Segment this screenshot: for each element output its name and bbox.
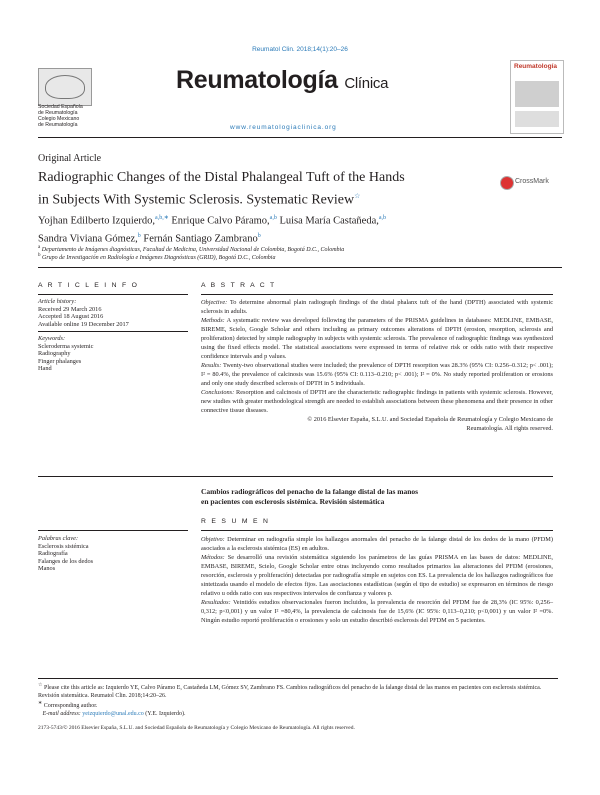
- header-divider: [38, 137, 562, 138]
- author-affil-mark[interactable]: a,b,∗: [155, 215, 169, 221]
- article-title: [38, 169, 478, 210]
- footnote-mark: ∗: [38, 701, 43, 706]
- corresponding-author-note: Corresponding author.: [43, 703, 98, 709]
- footnote-mark: ☆: [38, 683, 43, 688]
- article-info-rule: [38, 331, 188, 332]
- palabras-rule: [38, 530, 188, 531]
- author-name: Yojhan Edilberto Izquierdo,: [38, 215, 156, 227]
- title-line: Radiographic Changes of the Distal Phalangeal Tuft of the Hands: [38, 170, 405, 185]
- section-divider: [38, 267, 562, 268]
- spanish-keyword: Esclerosis sistémica: [38, 542, 89, 550]
- cover-title: Reumatología: [514, 63, 557, 70]
- history-item: Received 29 March 2016: [38, 305, 102, 313]
- title-footnote-mark[interactable]: ☆: [354, 192, 361, 200]
- citation-footnote: Please cite this article as: Izquierdo YE, Calvo Páramo E, Castañeda LM, Gómez SV, Zambrano FS. Cambios radiográficos del penacho de la falange distal de las manos en pacientes con esclerosis sistémica. Revisión sistemática. Reumatol Clin. 2018;14:20–26.: [38, 685, 542, 699]
- history-label: Article history:: [38, 298, 77, 305]
- spanish-title-line: Cambios radiográficos del penacho de la falange distal de las manos: [201, 487, 419, 496]
- email-label: E-mail address:: [42, 711, 81, 717]
- copyright-line: Reumatología. All rights reserved.: [466, 425, 553, 432]
- abstract-body: [201, 298, 553, 433]
- resumen-heading: R E S U M E N: [201, 518, 270, 525]
- footnotes: [38, 682, 558, 718]
- journal-name: [176, 66, 388, 95]
- author-affil-mark[interactable]: b: [257, 232, 261, 239]
- society-line: de Reumatología: [38, 110, 78, 116]
- affiliation-mark: a: [38, 245, 41, 250]
- society-seal-logo: [38, 68, 92, 106]
- society-line: de Reumatología: [38, 122, 78, 128]
- author-affil-mark[interactable]: b: [137, 232, 141, 239]
- keyword: Hand: [38, 365, 52, 373]
- abstract-rule: [201, 294, 553, 295]
- abstract-results-label: Results:: [201, 362, 222, 369]
- author-name: Sandra Viviana Gómez,: [38, 233, 138, 244]
- society-line: Colegio Mexicano: [38, 116, 80, 122]
- resumen-methods: Se desarrolló una revisión sistemática siguiendo los parámetros de las guías PRISMA en las bases de datos: MEDLINE, EMBASE, BIREME, Scielo, Google Scholar entre otras incluyendo como resultados primarios las alteraciones del PFDM (erosiones, resorción, esclerosis y proliferación) detectadas por radiografía simple en sujetos con ES. La prevalencia de los hallazgos radiográficos fue sintetizada usando el modelo de efectos fijos. Las asociaciones estadísticas (según el tipo de estudio) se expresaron en términos de riesgo relativo u odds ratio con sus respectivos intervalos de confianza y valores p.: [201, 554, 553, 597]
- journal-name-main: Reumatología: [176, 66, 338, 94]
- author-name: Enrique Calvo Páramo,: [171, 215, 270, 227]
- affiliation-text: Departamento de Imágenes diagnósticas, Facultad de Medicina, Universidad Nacional de Colombia, Bogotá D.C., Colombia: [41, 247, 345, 253]
- article-info-rule: [38, 294, 188, 295]
- email-suffix: (Y.E. Izquierdo).: [145, 711, 186, 717]
- author-affil-mark[interactable]: a,b: [378, 215, 387, 221]
- spanish-keyword: Manos: [38, 565, 56, 573]
- spanish-title: [201, 487, 553, 506]
- journal-citation[interactable]: Reumatol Clin. 2018;14(1):20–26: [252, 46, 348, 53]
- copyright-line: © 2016 Elsevier España, S.L.U. and Sociedad Española de Reumatología y Colegio Mexicano de: [307, 416, 553, 423]
- crossmark-label: CrossMark: [515, 178, 549, 185]
- keywords-label: Keywords:: [38, 335, 66, 342]
- abstract-objective-label: Objective:: [201, 299, 228, 306]
- spanish-section-rule: [38, 476, 553, 477]
- author-affil-mark[interactable]: a,b: [269, 215, 277, 221]
- spanish-keywords-label: Palabras clave:: [38, 535, 79, 542]
- title-line: in Subjects With Systemic Sclerosis. Systematic Review: [38, 192, 355, 208]
- history-item: Accepted 18 August 2016: [38, 313, 104, 321]
- spanish-keyword: Falanges de los dedos: [38, 557, 94, 565]
- society-line: Sociedad Española: [38, 104, 83, 110]
- abstract-copyright: [201, 415, 553, 433]
- resumen-body: [201, 535, 553, 625]
- keyword: Scleroderma systemic: [38, 342, 94, 350]
- spanish-keywords: [38, 535, 188, 573]
- journal-name-suffix: Clínica: [344, 75, 389, 92]
- affiliation: [38, 252, 558, 262]
- abstract-conclusions: Resorption and calcinosis of DPTH are the characteristic radiographic findings in patients with systemic sclerosis. However, new studies with greater methodological strength are needed to establish associations between these phenomena and their presence in other connective tissue diseases.: [201, 389, 553, 414]
- spanish-keyword: Radiografía: [38, 550, 68, 558]
- author-name: Luisa María Castañeda,: [279, 215, 379, 227]
- email-link[interactable]: yeizquierdo@unal.edu.co: [82, 711, 144, 717]
- journal-cover-thumbnail[interactable]: [510, 60, 564, 134]
- resumen-methods-label: Métodos:: [201, 554, 225, 561]
- society-name: [38, 104, 118, 128]
- resumen-results: Veintidós estudios observacionales fueron incluidos, la prevalencia de resorción del PFDM fue de 28,3% (IC 95%: 0,256–0,312; p<0,001) y un valor I² =80,4%, la prevalencia de calcinosis fue de 15,6% (IC 95%: 0,113–0,210; p<0,001) y un valor I² =0%. Ningún estudio reportó proliferación o erosiones y solo un estudio describió esclerosis del PFDM en 5 pacientes.: [201, 599, 553, 624]
- article-type: Original Article: [38, 153, 102, 164]
- crossmark-button[interactable]: [500, 176, 560, 190]
- spanish-title-line: en pacientes con esclerosis sistémica. Revisión sistemática: [201, 496, 385, 506]
- abstract-methods: A systematic review was developed following the parameters of the PRISMA guidelines in databases: MEDLINE, EMBASE, BIREME, Scielo, Google Scholar and others including as primary outcomes alterations of DPTH (erosion, resorption, sclerosis and proliferation) detected by simple radiography in subjects with systemic sclerosis. The prevalence of radiographic findings was synthesized using the fixed effects model. The statistical associations were expressed in terms of relative risk or odds ratio with their respective confidence intervals and p values.: [201, 317, 553, 360]
- abstract-results: Twenty-two observational studies were included; the prevalence of DPTH resorption was 28.3% (95% CI: 0.256–0.312; p< .001); I² = 80.4%, the prevalence of calcinosis was 15.6% (95% CI: 0.113–0.210; p< .001); I² = 0%. No study reported proliferation or erosions and only one study described sclerosis of DPTH in 5 individuals.: [201, 362, 553, 387]
- history-item: Available online 19 December 2017: [38, 320, 129, 328]
- abstract-heading: A B S T R A C T: [201, 282, 276, 289]
- keyword: Finger phalanges: [38, 357, 82, 365]
- resumen-objective-label: Objetivo:: [201, 536, 225, 543]
- keywords-list: [38, 335, 188, 373]
- resumen-results-label: Resultados:: [201, 599, 231, 606]
- abstract-objective: To determine abnormal plain radiograph findings of the distal phalanx tuft of the hand (DPTH) associated with systemic sclerosis in adults.: [201, 299, 553, 315]
- author-list: [38, 211, 538, 246]
- article-history: [38, 298, 188, 328]
- affiliation-text: Grupo de Investigación en Radiología e Imágenes Diagnósticas (GRID), Bogotá D.C., Colombia: [42, 255, 276, 261]
- resumen-rule: [201, 530, 553, 531]
- resumen-objective: Determinar en radiografía simple los hallazgos anormales del penacho de la falange distal de los dedos de la mano (PFDM) asociados a la esclerosis sistémica (ES) en adultos.: [201, 536, 553, 552]
- footnote-rule: [38, 678, 558, 679]
- journal-url-link[interactable]: www.reumatologiaclinica.org: [230, 124, 337, 131]
- keyword: Radiography: [38, 350, 71, 358]
- cover-image-lower: [515, 111, 559, 127]
- affiliation-mark: b: [38, 253, 41, 258]
- abstract-methods-label: Methods:: [201, 317, 225, 324]
- crossmark-icon: [500, 176, 514, 190]
- issn-copyright-line: 2173-5743/© 2016 Elsevier España, S.L.U. and Sociedad Española de Reumatología y Colegio Mexicano de Reumatología. All rights reserved.: [38, 725, 355, 731]
- cover-image: [515, 81, 559, 107]
- article-info-heading: A R T I C L E I N F O: [38, 282, 139, 289]
- abstract-conclusions-label: Conclusions:: [201, 389, 235, 396]
- author-name: Fernán Santiago Zambrano: [143, 233, 258, 244]
